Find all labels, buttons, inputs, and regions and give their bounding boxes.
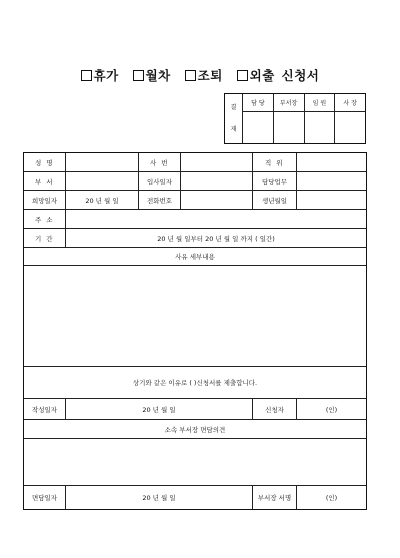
approval-header-manager: 부서장 (273, 94, 304, 112)
title-doc-name: 신청서 (281, 68, 320, 83)
title-option-leave: 휴가 (93, 68, 119, 83)
address-field[interactable] (66, 210, 367, 229)
interview-date-field[interactable]: 20 년 월 일 (66, 486, 253, 510)
employee-no-field[interactable] (181, 153, 253, 172)
approval-sign-president[interactable] (335, 112, 366, 144)
approval-label: 결 재 (225, 94, 243, 144)
reason-header: 사유 세부내용 (24, 248, 367, 266)
approval-sign-manager[interactable] (273, 112, 304, 144)
statement-text: 상기와 같은 이유로 ( )신청서를 제출합니다. (24, 367, 367, 399)
approval-table (224, 93, 366, 144)
application-form-table (23, 152, 367, 510)
name-label: 성 명 (24, 153, 66, 172)
join-date-label: 입사일자 (139, 172, 181, 191)
title-option-outing: 외출 (249, 68, 275, 83)
join-date-field[interactable] (181, 172, 253, 191)
approval-sign-executive[interactable] (304, 112, 335, 144)
checkbox-monthly-leave[interactable] (133, 70, 144, 81)
duty-label: 담당업무 (253, 172, 297, 191)
approval-header-executive: 임 원 (304, 94, 335, 112)
written-date-label: 작성일자 (24, 399, 66, 420)
period-label: 기 간 (24, 229, 66, 248)
dept-label: 부 서 (24, 172, 66, 191)
approval-header-staff: 담 당 (243, 94, 274, 112)
interview-date-label: 면담일자 (24, 486, 66, 510)
phone-field[interactable] (181, 191, 253, 210)
birth-field[interactable] (297, 191, 367, 210)
checkbox-early-leave[interactable] (185, 70, 196, 81)
title-option-monthly-leave: 월차 (145, 68, 171, 83)
manager-seal[interactable]: (인) (297, 486, 367, 510)
position-field[interactable] (297, 153, 367, 172)
checkbox-leave[interactable] (81, 70, 92, 81)
written-date-field[interactable]: 20 년 월 일 (66, 399, 253, 420)
position-label: 직 위 (253, 153, 297, 172)
approval-sign-staff[interactable] (243, 112, 274, 144)
name-field[interactable] (66, 153, 139, 172)
approval-header-president: 사 장 (335, 94, 366, 112)
title-option-early-leave: 조퇴 (197, 68, 223, 83)
checkbox-outing[interactable] (237, 70, 248, 81)
form-title (0, 66, 400, 84)
employee-no-label: 사 번 (139, 153, 181, 172)
applicant-seal[interactable]: (인) (297, 399, 367, 420)
request-date-field[interactable]: 20 년 월 일 (66, 191, 139, 210)
request-date-label: 희망일자 (24, 191, 66, 210)
opinion-header: 소속 부서장 면담의견 (24, 420, 367, 439)
applicant-label: 신청자 (253, 399, 297, 420)
manager-sign-label: 부서장 서명 (253, 486, 297, 510)
dept-field[interactable] (66, 172, 139, 191)
address-label: 주 소 (24, 210, 66, 229)
birth-label: 생년월일 (253, 191, 297, 210)
phone-label: 전화번호 (139, 191, 181, 210)
duty-field[interactable] (297, 172, 367, 191)
period-field[interactable]: 20 년 월 일부터 20 년 월 일 까지 ( 일간) (66, 229, 367, 248)
opinion-field[interactable] (24, 439, 367, 486)
reason-field[interactable] (24, 266, 367, 367)
